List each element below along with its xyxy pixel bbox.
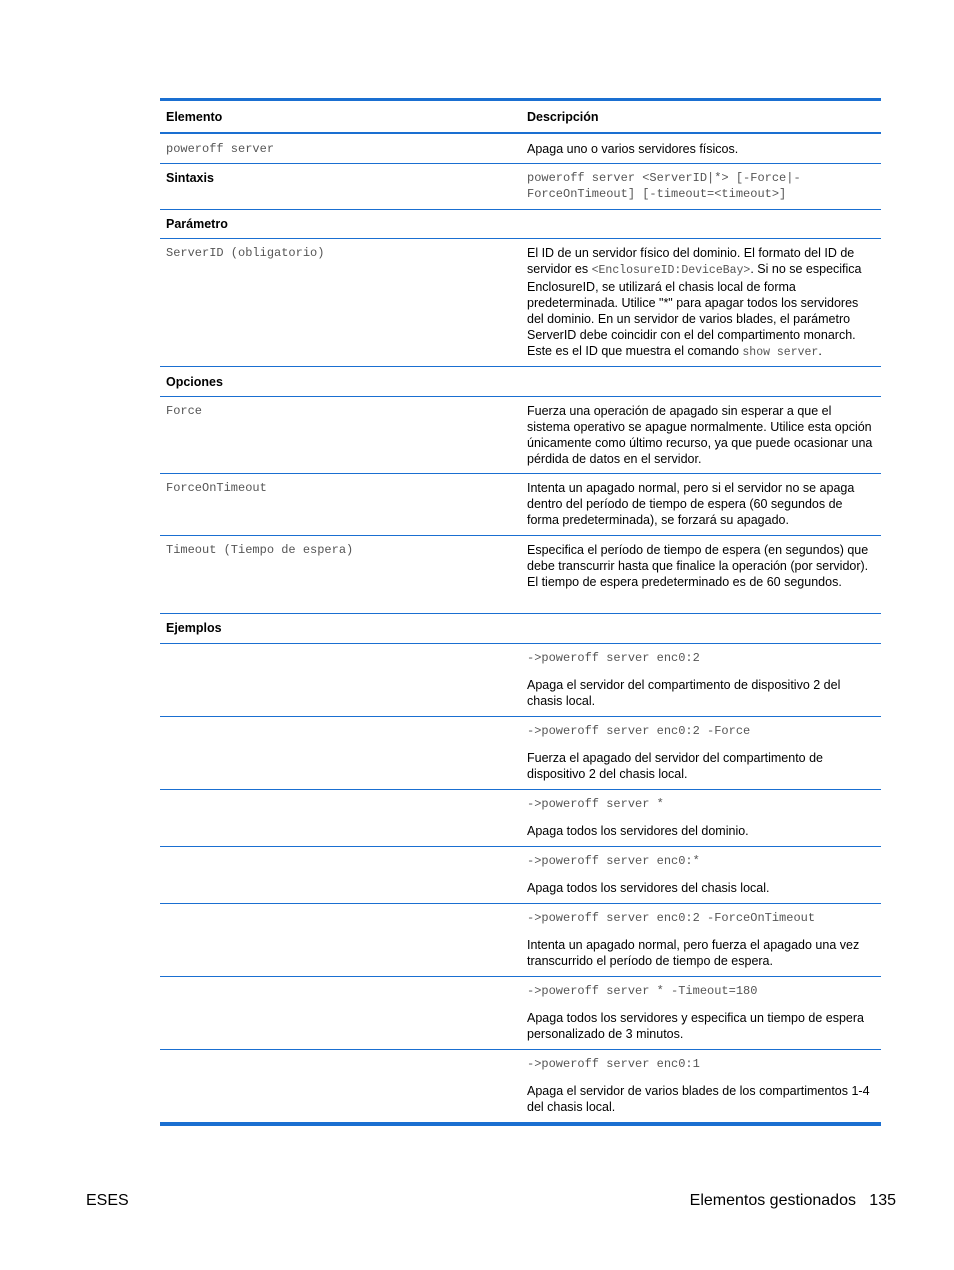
options-section-row bbox=[160, 367, 881, 397]
parameter-section-row bbox=[160, 210, 881, 239]
reference-table bbox=[160, 98, 881, 1126]
examples-section-row bbox=[160, 614, 881, 644]
option-row bbox=[160, 536, 881, 614]
options-section-label: Opciones bbox=[166, 375, 223, 389]
example-row bbox=[160, 717, 881, 790]
example-description: Apaga todos los servidores y especifica un tiempo de espera personalizado de 3 minutos. bbox=[527, 1011, 864, 1041]
example-row bbox=[160, 847, 881, 904]
example-description: Apaga todos los servidores del chasis local. bbox=[527, 881, 770, 895]
option-description: Intenta un apagado normal, pero si el servidor no se apaga dentro del período de tiempo de espera (60 segundos de forma predeterminada), se forzará su apagado. bbox=[527, 481, 855, 527]
table-header-row bbox=[160, 101, 881, 134]
parameter-description: El ID de un servidor físico del dominio. El formato del ID de servidor es <EnclosureID:DeviceBay>. Si no se especifica EnclosureID, se utilizará el chasis local de forma predeterminada. Utilice "*" para apagar todos los servidores del dominio. En un servidor de varios blades, el parámetro ServerID debe coincidir con el del compartimento monarch. Este es el ID que muestra el comando show server. bbox=[527, 246, 862, 359]
example-code: ->poweroff server enc0:1 bbox=[527, 1057, 700, 1071]
example-code: ->poweroff server enc0:2 -ForceOnTimeout bbox=[527, 911, 816, 925]
option-name: ForceOnTimeout bbox=[166, 481, 267, 495]
option-description: Especifica el período de tiempo de espera (en segundos) que debe transcurrir hasta que finalice la operación (por servidor). El tiempo de espera predeterminado es de 60 segundos. bbox=[527, 543, 869, 589]
option-description: Fuerza una operación de apagado sin esperar a que el sistema operativo se apague normalmente. Utilice esta opción únicamente como último recurso, ya que puede ocasionar una pérdida de datos en el servidor. bbox=[527, 404, 873, 466]
syntax-value: poweroff server <ServerID|*> [-Force|-ForceOnTimeout] [-timeout=<timeout>] bbox=[527, 171, 801, 201]
footer-language-code: ESES bbox=[86, 1192, 129, 1209]
option-name: Timeout (Tiempo de espera) bbox=[166, 543, 354, 557]
example-description: Apaga todos los servidores del dominio. bbox=[527, 824, 749, 838]
example-row bbox=[160, 790, 881, 847]
example-description: Fuerza el apagado del servidor del compartimento de dispositivo 2 del chasis local. bbox=[527, 751, 824, 781]
syntax-label: Sintaxis bbox=[166, 171, 214, 185]
example-code: ->poweroff server * -Timeout=180 bbox=[527, 984, 758, 998]
example-code: ->poweroff server * bbox=[527, 797, 664, 811]
example-row bbox=[160, 644, 881, 717]
footer-section-page: Elementos gestionados 135 bbox=[689, 1192, 896, 1209]
examples-section-label: Ejemplos bbox=[166, 621, 222, 635]
option-name: Force bbox=[166, 404, 203, 418]
example-description: Apaga el servidor de varios blades de los compartimentos 1-4 del chasis local. bbox=[527, 1084, 870, 1114]
header-element: Elemento bbox=[166, 110, 223, 124]
parameter-section-label: Parámetro bbox=[166, 217, 228, 231]
command-row bbox=[160, 134, 881, 164]
example-row bbox=[160, 1050, 881, 1122]
syntax-row bbox=[160, 164, 881, 210]
command-description: Apaga uno o varios servidores físicos. bbox=[527, 142, 739, 156]
option-row bbox=[160, 397, 881, 474]
example-description: Apaga el servidor del compartimento de dispositivo 2 del chasis local. bbox=[527, 678, 841, 708]
example-row bbox=[160, 904, 881, 977]
command-name: poweroff server bbox=[166, 142, 275, 156]
example-code: ->poweroff server enc0:2 -Force bbox=[527, 724, 751, 738]
example-code: ->poweroff server enc0:* bbox=[527, 854, 700, 868]
example-code: ->poweroff server enc0:2 bbox=[527, 651, 700, 665]
example-description: Intenta un apagado normal, pero fuerza el apagado una vez transcurrido el período de tiempo de espera. bbox=[527, 938, 860, 968]
parameter-name: ServerID (obligatorio) bbox=[166, 246, 325, 260]
header-description: Descripción bbox=[527, 110, 599, 124]
example-row bbox=[160, 977, 881, 1050]
parameter-row bbox=[160, 239, 881, 367]
option-row bbox=[160, 474, 881, 536]
